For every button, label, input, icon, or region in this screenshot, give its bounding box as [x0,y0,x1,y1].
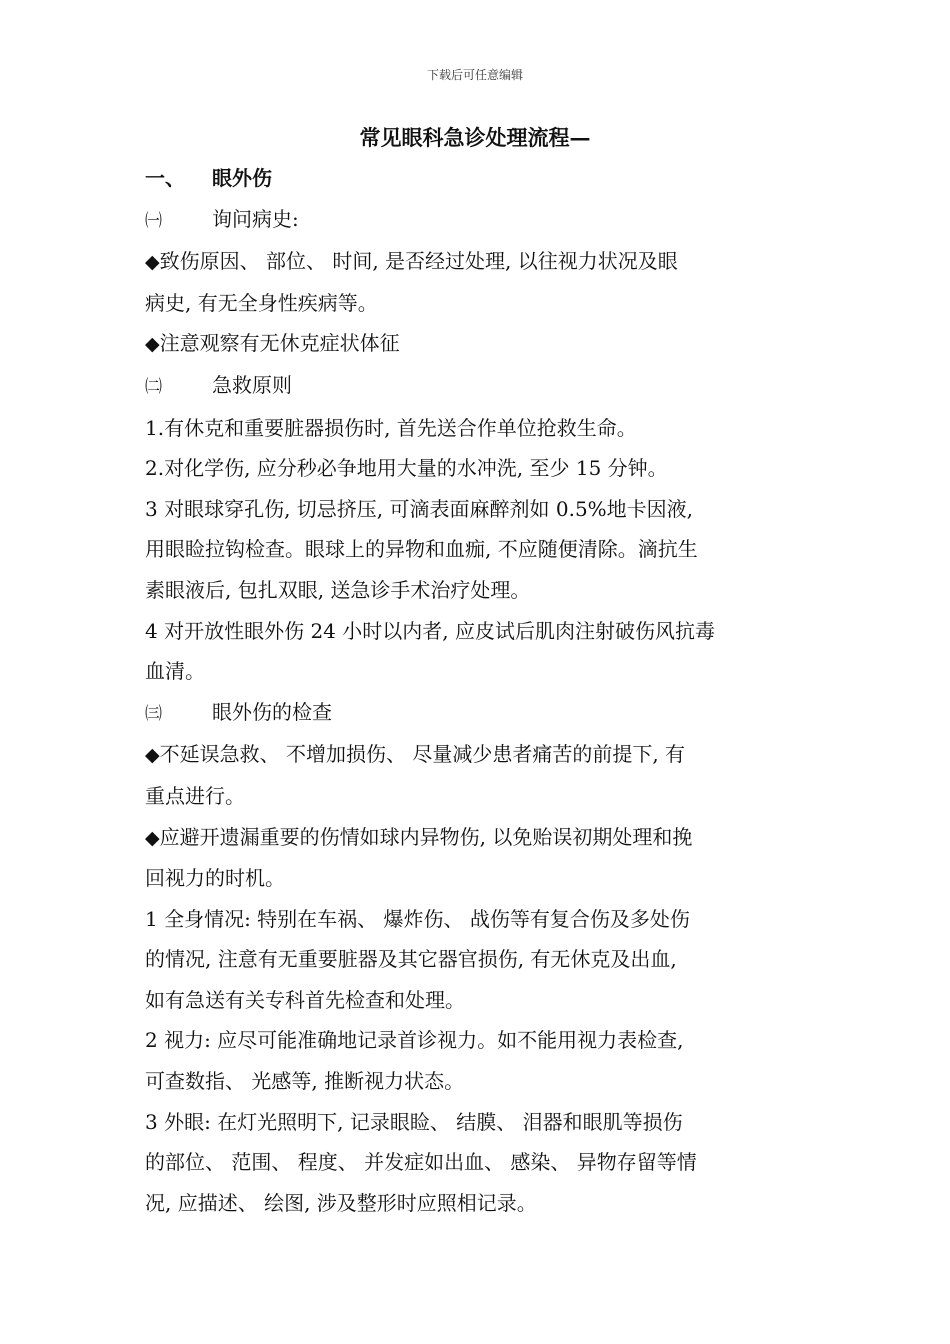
subsection-number: ㈢ [145,703,162,724]
paragraph-line: 3 对眼球穿孔伤, 切忌挤压, 可滴表面麻醉剂如 0.5%地卡因液, [145,496,694,521]
document-title: 常见眼科急诊处理流程— [359,125,591,150]
paragraph-line: 2.对化学伤, 应分秒必争地用大量的水冲洗, 至少 15 分钟。 [145,456,668,481]
paragraph-line: ◆不延误急救、 不增加损伤、 尽量减少患者痛苦的前提下, 有 [145,742,686,767]
paragraph-line: ◆应避开遗漏重要的伤情如球内异物伤, 以免贻误初期处理和挽 [145,824,693,849]
section-label: 眼外伤 [212,166,272,190]
paragraph-line: 的部位、 范围、 程度、 并发症如出血、 感染、 异物存留等情 [145,1150,697,1175]
document-body [145,158,810,1223]
diamond-bullet-icon: ◆ [145,744,160,767]
subsection-number: ㈡ [145,376,162,397]
paragraph-line: 病史, 有无全身性疾病等。 [145,290,378,315]
subsection-first-aid [145,365,810,408]
paragraph-line: 3 外眼: 在灯光照明下, 记录眼睑、 结膜、 泪器和眼肌等损伤 [145,1109,683,1134]
paragraph-line: 重点进行。 [145,783,245,808]
paragraph-line: 可查数指、 光感等, 推断视力状态。 [145,1069,465,1094]
subsection-history [145,199,810,242]
diamond-bullet-icon: ◆ [145,333,160,356]
paragraph-line: ◆注意观察有无休克症状体征 [145,331,400,356]
subsection-number: ㈠ [145,210,162,231]
paragraph-line: 的情况, 注意有无重要脏器及其它器官损伤, 有无休克及出血, [145,947,677,972]
paragraph-line: 如有急送有关专科首先检查和处理。 [145,987,465,1012]
paragraph-line: 1 全身情况: 特别在车祸、 爆炸伤、 战伤等有复合伤及多处伤 [145,906,690,931]
section-heading-eye-trauma [145,158,810,199]
diamond-bullet-icon: ◆ [145,251,160,274]
paragraph-line: 1.有休克和重要脏器损伤时, 首先送合作单位抢救生命。 [145,415,637,440]
paragraph-line: 况, 应描述、 绘图, 涉及整形时应照相记录。 [145,1190,537,1215]
paragraph-line: ◆致伤原因、 部位、 时间, 是否经过处理, 以往视力状况及眼 [145,249,678,274]
paragraph-line: 4 对开放性眼外伤 24 小时以内者, 应皮试后肌肉注射破伤风抗毒 [145,618,715,643]
paragraph-line: 用眼睑拉钩检查。眼球上的异物和血痂, 不应随便清除。滴抗生 [145,537,698,562]
subsection-examination [145,692,810,735]
paragraph-line: 回视力的时机。 [145,866,285,891]
paragraph-line: 素眼液后, 包扎双眼, 送急诊手术治疗处理。 [145,577,531,602]
page-header: 下载后可任意编辑 [426,68,523,82]
subsection-label: 急救原则 [212,372,292,397]
diamond-bullet-icon: ◆ [145,826,160,849]
section-number: 一、 [145,166,185,190]
subsection-label: 询问病史: [212,206,299,231]
paragraph-line: 2 视力: 应尽可能准确地记录首诊视力。如不能用视力表检查, [145,1028,684,1053]
subsection-label: 眼外伤的检查 [212,699,332,724]
paragraph-line: 血清。 [145,659,205,684]
